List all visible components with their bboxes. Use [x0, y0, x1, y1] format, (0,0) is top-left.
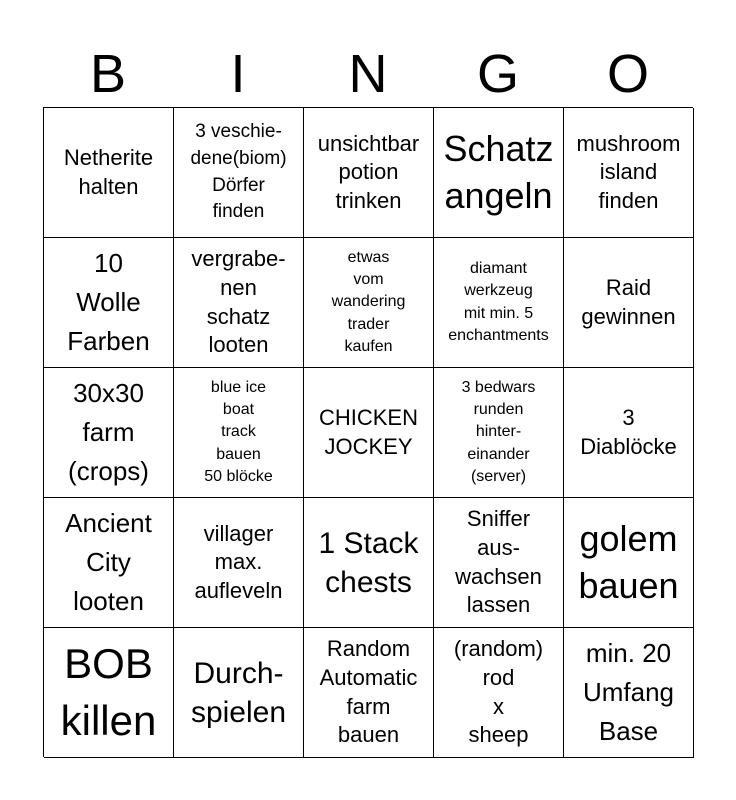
cell-text: Schatz angeln	[443, 128, 554, 216]
bingo-cell[interactable]	[174, 368, 304, 498]
cell-text: etwas vom wandering trader kaufen	[331, 249, 406, 355]
cell-text: 3 bedwars runden hinter- einander (server)	[461, 379, 536, 485]
cell-text: CHICKEN JOCKEY	[318, 404, 418, 459]
cell-text: golem bauen	[578, 518, 679, 606]
cell-text: blue ice boat track bauen 50 blöcke	[204, 379, 273, 485]
cell-text: unsichtbar potion trinken	[317, 130, 420, 213]
cell-text: Raid gewinnen	[581, 274, 676, 329]
cell-text: 3 Diablöcke	[580, 404, 677, 459]
cell-text: vergrabe- nen schatz looten	[191, 246, 286, 358]
bingo-cell[interactable]	[44, 368, 174, 498]
bingo-cell[interactable]	[434, 368, 564, 498]
cell-text: Ancient City looten	[65, 508, 152, 616]
bingo-cell[interactable]	[564, 108, 694, 238]
bingo-cell[interactable]	[434, 628, 564, 758]
bingo-cell[interactable]	[434, 108, 564, 238]
header-letter-n: N	[348, 44, 388, 104]
cell-text: BOB killen	[60, 639, 157, 744]
cell-text: (random) rod x sheep	[453, 636, 544, 748]
bingo-header	[43, 40, 693, 108]
cell-text: mushroom island finden	[576, 130, 681, 213]
cell-text: 10 Wolle Farben	[67, 248, 150, 356]
cell-text: 3 veschie- dene(biom) Dörfer finden	[190, 120, 287, 223]
bingo-cell[interactable]	[174, 108, 304, 238]
cell-text: Netherite halten	[63, 144, 154, 199]
bingo-cell[interactable]	[44, 628, 174, 758]
bingo-cell[interactable]	[304, 368, 434, 498]
cell-text: Durch- spielen	[190, 656, 287, 729]
bingo-cell[interactable]	[304, 498, 434, 628]
header-letter-i: I	[230, 44, 246, 104]
bingo-cell[interactable]	[304, 628, 434, 758]
cell-text: 30x30 farm (crops)	[68, 378, 149, 486]
bingo-cell[interactable]	[304, 238, 434, 368]
cell-text: min. 20 Umfang Base	[582, 638, 675, 746]
bingo-cell[interactable]	[174, 628, 304, 758]
header-letter-b: B	[89, 44, 127, 104]
bingo-cell[interactable]	[434, 498, 564, 628]
bingo-cell[interactable]	[44, 108, 174, 238]
cell-text: villager max. aufleveln	[194, 520, 283, 603]
cell-text: diamant werkzeug mit min. 5 enchantments	[448, 260, 549, 344]
bingo-cell[interactable]	[304, 108, 434, 238]
bingo-cell[interactable]	[174, 238, 304, 368]
bingo-cell[interactable]	[434, 238, 564, 368]
cell-text: Sniffer aus- wachsen lassen	[455, 506, 542, 618]
header-letter-o: O	[606, 44, 649, 104]
bingo-cell[interactable]	[44, 498, 174, 628]
bingo-grid	[43, 107, 693, 757]
bingo-cell[interactable]	[44, 238, 174, 368]
bingo-cell[interactable]	[564, 238, 694, 368]
bingo-cell[interactable]	[564, 628, 694, 758]
cell-text: 1 Stack chests	[318, 526, 419, 599]
header-letter-g: G	[476, 44, 519, 104]
cell-text: Random Automatic farm bauen	[319, 636, 418, 748]
bingo-cell[interactable]	[564, 368, 694, 498]
bingo-cell[interactable]	[564, 498, 694, 628]
bingo-cell[interactable]	[174, 498, 304, 628]
